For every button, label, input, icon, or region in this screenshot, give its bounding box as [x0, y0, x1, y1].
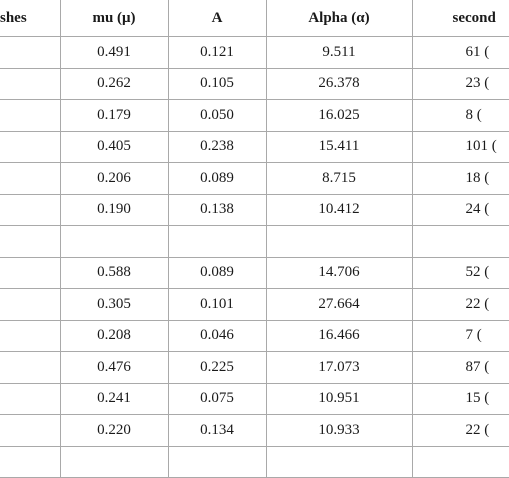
table-cell: 52 (: [412, 257, 509, 289]
table-cell: [412, 226, 509, 258]
table-cell: 0.179: [60, 100, 168, 132]
table-cell: 26.378: [266, 68, 412, 100]
table-cell: 18 (: [412, 163, 509, 195]
table-cell: 0.225: [168, 352, 266, 384]
header-cell-alpha: Alpha (α): [266, 0, 412, 37]
table-cell: 61 (: [412, 37, 509, 69]
table-cell: [168, 446, 266, 478]
table-cell: [0, 320, 60, 352]
header-row: [0, 0, 509, 37]
table-row: [0, 100, 509, 132]
table-cell: [0, 68, 60, 100]
table-cell: 8.715: [266, 163, 412, 195]
table-cell: [0, 100, 60, 132]
table-body: [0, 37, 509, 478]
table-cell: [0, 352, 60, 384]
table-cell: [0, 37, 60, 69]
table-cell: 0.121: [168, 37, 266, 69]
table-cell: 15.411: [266, 131, 412, 163]
table-row: [0, 289, 509, 321]
table-cell: [60, 446, 168, 478]
table-cell: [168, 226, 266, 258]
table-cell: 0.101: [168, 289, 266, 321]
header-cell-a: A: [168, 0, 266, 37]
table-cell: [0, 383, 60, 415]
table-row: [0, 352, 509, 384]
table-cell: [0, 289, 60, 321]
table-cell: 9.511: [266, 37, 412, 69]
table-cell: [266, 446, 412, 478]
table-cell: 22 (: [412, 289, 509, 321]
table-row: [0, 194, 509, 226]
table-cell: 0.262: [60, 68, 168, 100]
table-cell: 0.050: [168, 100, 266, 132]
table-cell: 0.220: [60, 415, 168, 447]
table-cell: 27.664: [266, 289, 412, 321]
table-cell: 0.105: [168, 68, 266, 100]
table-cell: [0, 131, 60, 163]
table-cell: 0.075: [168, 383, 266, 415]
table-cell: 0.491: [60, 37, 168, 69]
table-cell: 0.089: [168, 257, 266, 289]
table-cell: 10.951: [266, 383, 412, 415]
table-cell: 24 (: [412, 194, 509, 226]
table-cell: 10.933: [266, 415, 412, 447]
table-row: [0, 37, 509, 69]
table-cell: [412, 446, 509, 478]
table-row: [0, 383, 509, 415]
table-row: [0, 131, 509, 163]
table-cell: [0, 163, 60, 195]
table-cell: 0.238: [168, 131, 266, 163]
table-cell: 0.241: [60, 383, 168, 415]
table-cell: 0.208: [60, 320, 168, 352]
table-row: [0, 320, 509, 352]
header-cell-crashes: shes: [0, 0, 60, 37]
table-cell: 23 (: [412, 68, 509, 100]
table-cell: 7 (: [412, 320, 509, 352]
table-cell: [0, 446, 60, 478]
table-cell: [0, 226, 60, 258]
table-cell: [0, 415, 60, 447]
table-row: [0, 226, 509, 258]
header-cell-mu: mu (μ): [60, 0, 168, 37]
table-cell: [0, 194, 60, 226]
table-cell: 16.025: [266, 100, 412, 132]
table-cell: 8 (: [412, 100, 509, 132]
table-row: [0, 415, 509, 447]
table-cell: 0.206: [60, 163, 168, 195]
table-cell: 0.134: [168, 415, 266, 447]
table-cell: 0.190: [60, 194, 168, 226]
header-cell-second: second: [412, 0, 509, 37]
table-cell: 0.405: [60, 131, 168, 163]
table-cell: 0.046: [168, 320, 266, 352]
table-cell: 0.588: [60, 257, 168, 289]
table-cell: 15 (: [412, 383, 509, 415]
table-cell: 22 (: [412, 415, 509, 447]
table-cell: 0.138: [168, 194, 266, 226]
table-cell: 87 (: [412, 352, 509, 384]
table-cell: 17.073: [266, 352, 412, 384]
table-row: [0, 163, 509, 195]
table-cell: 0.305: [60, 289, 168, 321]
table-cell: 14.706: [266, 257, 412, 289]
table-cell: 16.466: [266, 320, 412, 352]
table-cell: [266, 226, 412, 258]
table-cell: 10.412: [266, 194, 412, 226]
table-cell: [0, 257, 60, 289]
table-cell: 101 (: [412, 131, 509, 163]
table-cell: 0.476: [60, 352, 168, 384]
table-cell: 0.089: [168, 163, 266, 195]
table-row: [0, 257, 509, 289]
table-row: [0, 446, 509, 478]
table-cell: [60, 226, 168, 258]
table-row: [0, 68, 509, 100]
